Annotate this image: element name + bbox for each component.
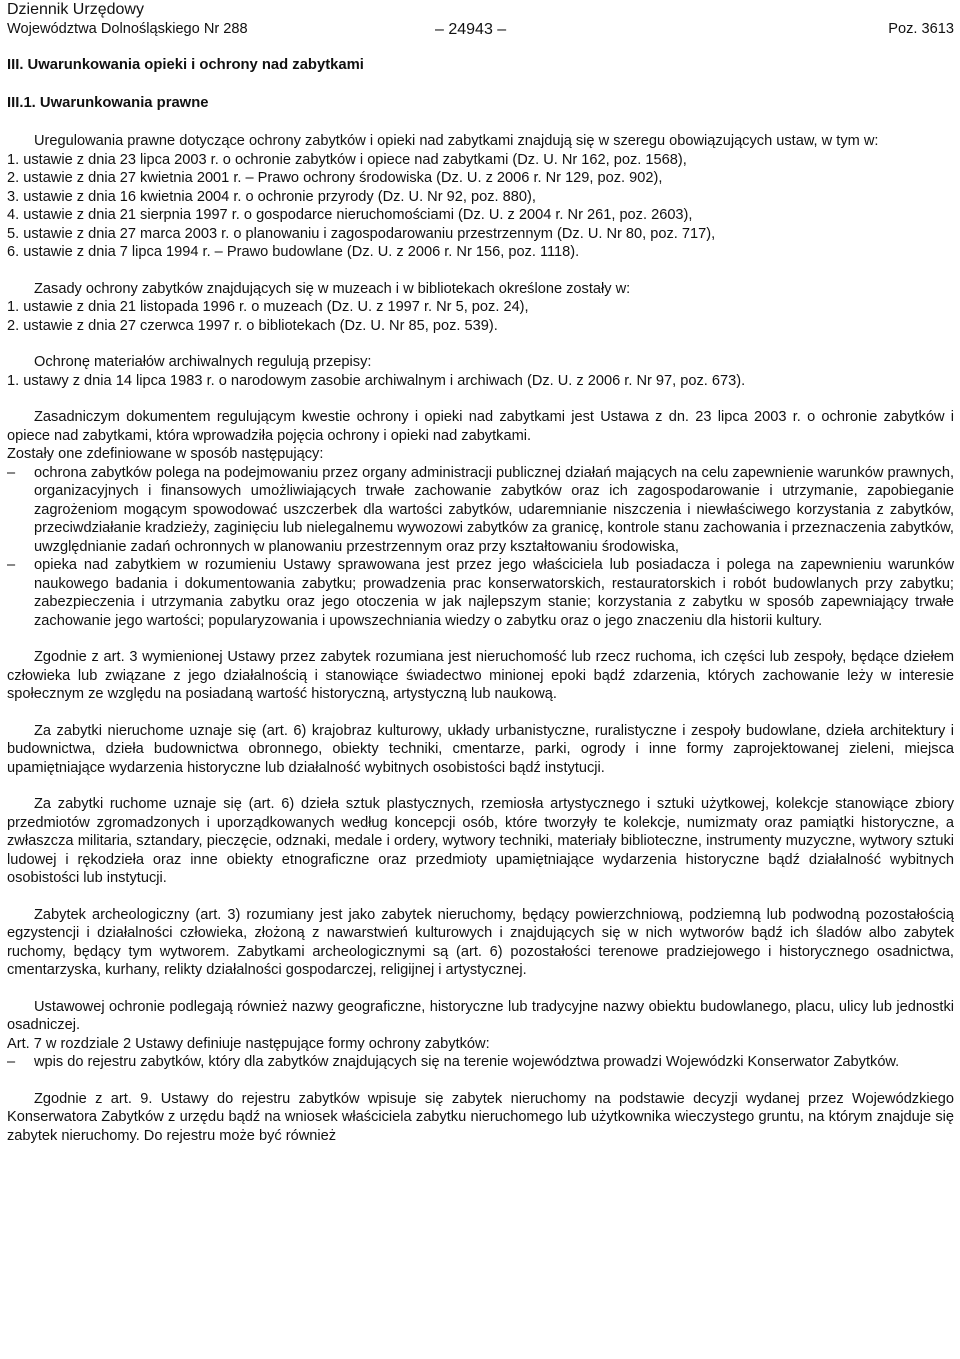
list-item: 5. ustawie z dnia 27 marca 2003 r. o planowaniu i zagospodarowaniu przestrzennym (Dz. U. Nr 80, poz. 717), bbox=[7, 225, 716, 242]
laws-list bbox=[7, 151, 954, 262]
museums-intro: Zasady ochrony zabytków znajdujących się w muzeach i w bibliotekach określone zostały w: bbox=[34, 280, 631, 297]
voivodeship-issue: Województwa Dolnośląskiego Nr 288 bbox=[7, 21, 248, 37]
list-item: 1. ustawy z dnia 14 lipca 1983 r. o narodowym zasobie archiwalnym i archiwach (Dz. U. z 2006 r. Nr 97, poz. 673). bbox=[7, 372, 746, 389]
list-item: 4. ustawie z dnia 21 sierpnia 1997 r. o gospodarce nieruchomościami (Dz. U. z 2004 r. Nr 261, poz. 2603), bbox=[7, 207, 693, 223]
subsection-title: III.1. Uwarunkowania prawne bbox=[7, 95, 209, 111]
art3-paragraph: Zgodnie z art. 3 wymienionej Ustawy przez zabytek rozumiana jest nieruchomość lub rzecz ruchoma, ich części lub zespoły, będące dziełem człowieka lub związane z jego działalnością i stanowiące świadectwo minionej epoki bądź zdarzenia, których zachowanie leży w interesie społecznym ze względu na posiadaną wartość historyczną, artystyczną lub naukową. bbox=[7, 649, 954, 702]
movable-paragraph: Za zabytki ruchome uznaje się (art. 6) dzieła sztuk plastycznych, rzemiosła artystycznego i sztuki użytkowej, kolekcje stanowiące zbiory przedmiotów zgromadzonych i uporządkowanych według koncepcji osób, które tworzyły te kolekcje, numizmaty oraz pamiątki historyczne, a zwłaszcza militaria, sztandary, pieczęcie, odznaki, medale i ordery, wytwory techniki, materiały biblioteczne, instrumenty muzyczne, wytwory sztuki ludowej i rękodzieła oraz inne obiekty etnograficzne oraz przedmioty upamiętniające wydarzenia historyczne bądź działalność wybitnych osobistości lub instytucji. bbox=[7, 796, 954, 886]
definitions-list bbox=[7, 464, 954, 631]
definitions-intro: Zostały one zdefiniowane w sposób następujący: bbox=[7, 446, 324, 462]
archive-laws-list bbox=[7, 372, 954, 391]
museums-laws-list bbox=[7, 298, 954, 335]
position-number: Poz. 3613 bbox=[888, 21, 954, 37]
intro-paragraph: Uregulowania prawne dotyczące ochrony zabytków i opieki nad zabytkami znajdują się w szeregu obowiązujących ustaw, w tym w: bbox=[34, 133, 879, 149]
art7-intro: Art. 7 w rozdziale 2 Ustawy definiuje następujące formy ochrony zabytków: bbox=[7, 1035, 490, 1052]
list-item: – wpis do rejestru zabytków, który dla zabytków znajdujących się na terenie województwa prowadzi Wojewódzki Konserwator Zabytków. bbox=[7, 1053, 954, 1072]
main-paragraph: Zasadniczym dokumentem regulującym kwestie ochrony i opieki nad zabytkami jest Ustawa z dn. 23 lipca 2003 r. o ochronie zabytków i opiece nad zabytkami, która wprowadziła pojęcia ochrony i opieki nad zabytkami. bbox=[7, 409, 954, 444]
page-number: – 24943 – bbox=[435, 21, 507, 38]
list-item: – ochrona zabytków polega na podejmowaniu przez organy administracji publicznej działań mających na celu zapewnienie warunków prawnych, organizacyjnych i finansowych umożliwiających trwałe zachowanie zabytków oraz ich zagospodarowanie i utrzymanie, zapobieganie zagrożeniom mogącym spowodować uszczerbek dla wartości zabytków, udaremnianie niszczenia i niewłaściwego korzystania z zabytków, przeciwdziałanie kradzieży, zaginięciu lub nielegalnemu wywozowi zabytków za granicę, kontrole stanu zachowania i przeznaczenia zabytków, uwzględnianie zadań ochronnych w planowaniu przestrzennym oraz przy kształtowaniu środowiska, bbox=[7, 464, 954, 557]
list-item: 3. ustawie z dnia 16 kwietnia 2004 r. o ochronie przyrody (Dz. U. Nr 92, poz. 880), bbox=[7, 188, 536, 205]
immovable-paragraph: Za zabytki nieruchome uznaje się (art. 6) krajobraz kulturowy, układy urbanistyczne, ruralistyczne i zespoły budowlane, dzieła architektury i budownictwa, dzieła budownictwa obronnego, obiekty techniki, cmentarze, parki, ogrody i inne formy zaprojektowanej zieleni, miejsca upamiętniające wydarzenia historyczne lub działalność wybitnych osobistości bądź instytucji. bbox=[7, 722, 954, 776]
archive-intro: Ochronę materiałów archiwalnych regulują przepisy: bbox=[34, 354, 372, 370]
list-item: 1. ustawie z dnia 23 lipca 2003 r. o ochronie zabytków i opiece nad zabytkami (Dz. U. Nr 162, poz. 1568), bbox=[7, 151, 687, 168]
section-title: III. Uwarunkowania opieki i ochrony nad zabytkami bbox=[7, 57, 364, 73]
document-page bbox=[7, 0, 954, 1145]
list-item: 6. ustawie z dnia 7 lipca 1994 r. – Prawo budowlane (Dz. U. z 2006 r. Nr 156, poz. 1118). bbox=[7, 244, 580, 260]
journal-title: Dziennik Urzędowy bbox=[7, 1, 144, 18]
art7-forms-list bbox=[7, 1053, 954, 1072]
archaeological-paragraph: Zabytek archeologiczny (art. 3) rozumiany jest jako zabytek nieruchomy, będący powierzchniową, podziemną lub podwodną pozostałością egzystencji i działalności człowieka, złożoną z nawarstwień kulturowych i znajdujących się w nich wytworów bądź ich śladów albo zabytek ruchomy, będący tym wytworem. Zabytkami archeologicznymi są (art. 6) pozostałości terenowe pradziejowego i historycznego osadnictwa, cmentarzyska, kurhany, relikty działalności gospodarczej, religijnej i artystycznej. bbox=[7, 906, 954, 978]
geographic-paragraph: Ustawowej ochronie podlegają również nazwy geograficzne, historyczne lub tradycyjne nazwy obiektu budowlanego, placu, ulicy lub jednostki osadniczej. bbox=[7, 998, 954, 1033]
list-item: 1. ustawie z dnia 21 listopada 1996 r. o muzeach (Dz. U. z 1997 r. Nr 5, poz. 24), bbox=[7, 299, 529, 315]
list-item: 2. ustawie z dnia 27 kwietnia 2001 r. – Prawo ochrony środowiska (Dz. U. z 2006 r. Nr 129, poz. 902), bbox=[7, 170, 663, 186]
list-item: – opieka nad zabytkiem w rozumieniu Ustawy sprawowana jest przez jego właściciela lub posiadacza i polega na zapewnieniu warunków naukowego badania i dokumentowania zabytku; prowadzenia prac konserwatorskich, restauratorskich i robót budowlanych przy zabytku; zabezpieczenia i utrzymania zabytku oraz jego otoczenia w jak najlepszym stanie; korzystania z zabytku w sposób zapewniający trwałe zachowanie jego wartości; popularyzowania i upowszechniania wiedzy o zabytku oraz o jego znaczeniu dla historii kultury. bbox=[7, 556, 954, 630]
list-item: 2. ustawie z dnia 27 czerwca 1997 r. o bibliotekach (Dz. U. Nr 85, poz. 539). bbox=[7, 317, 498, 334]
page-header bbox=[7, 0, 954, 40]
art9-paragraph: Zgodnie z art. 9. Ustawy do rejestru zabytków wpisuje się zabytek nieruchomy na podstawie decyzji wydanej przez Wojewódzkiego Konserwatora Zabytków z urzędu bądź na wniosek właściciela zabytku nieruchomego lub użytkownika wieczystego gruntu, na którym znajduje się zabytek nieruchomy. Do rejestru może być również bbox=[7, 1090, 954, 1144]
